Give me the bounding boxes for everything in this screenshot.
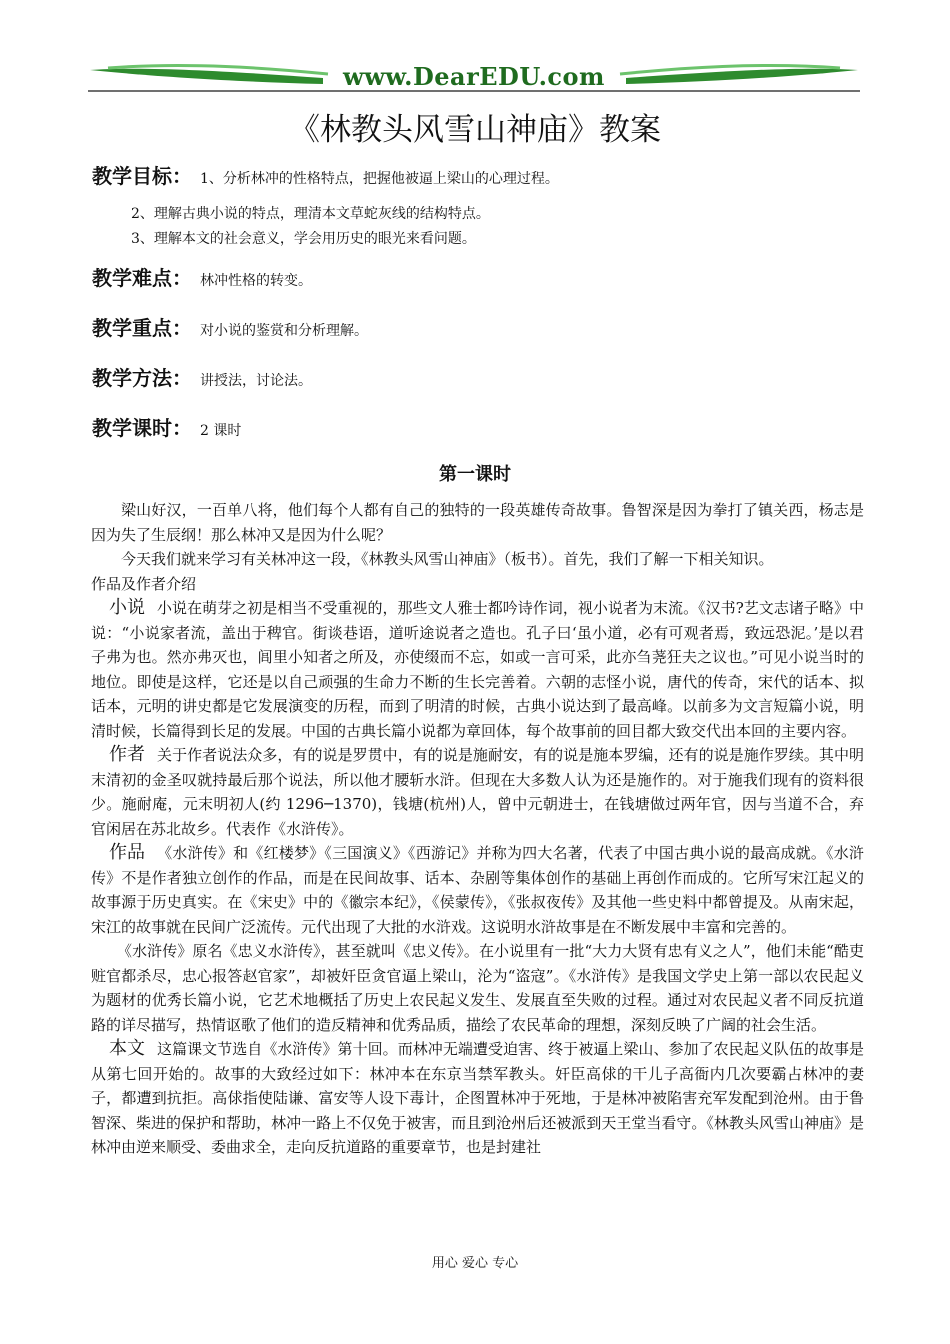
work-paragraph xyxy=(91,841,864,939)
objective-item-3: 3、理解本文的社会意义，学会用历史的眼光来看问题。 xyxy=(131,231,476,247)
hours-value: 2 课时 xyxy=(200,423,242,439)
focus-label: 教学重点： xyxy=(92,316,192,340)
objective-item-2: 2、理解古典小说的特点，理清本文草蛇灰线的结构特点。 xyxy=(131,206,490,222)
novel-label: 小说 xyxy=(109,597,145,618)
focus-row xyxy=(92,312,368,341)
work-detail-paragraph: 《水浒传》原名《忠义水浒传》，甚至就叫《忠义传》。在小说里有一批“大力大贤有忠有义之人”，他们未能“酷吏赃官都杀尽，忠心报答赵官家”，却被奸臣贪官逼上梁山，沦为“盗寇”。《水浒传》是我国文学史上第一部以农民起义为题材的优秀长篇小说，它艺术地概括了历史上农民起义发生、发展直至失败的过程。通过对农民起义者不同反抗道路的详尽描写，热情讴歌了他们的造反精神和优秀品质，描绘了农民革命的理想，深刻反映了广阔的社会生活。 xyxy=(91,942,864,1034)
method-value: 讲授法，讨论法。 xyxy=(200,373,312,389)
page-footer: 用心 爱心 专心 xyxy=(431,1256,519,1271)
site-header xyxy=(88,58,860,94)
topic-paragraph: 今天我们就来学习有关林冲这一段，《林教头风雪山神庙》（板书）。首先，我们了解一下相关知识。 xyxy=(121,550,774,568)
lesson-heading: 第一课时 xyxy=(439,464,511,485)
lesson-body xyxy=(91,498,864,1160)
text-label: 本文 xyxy=(109,1038,145,1059)
author-paragraph xyxy=(91,743,864,841)
difficulty-row xyxy=(92,262,312,291)
objectives-row xyxy=(92,160,559,189)
author-text: 关于作者说法众多，有的说是罗贯中，有的说是施耐安，有的说是施本罗编，还有的说是施作罗续。其中明末清初的金圣叹就持最后那个说法，所以他才腰斩水浒。但现在大多数人认为还是施作的。对于施我们现有的资料很少。施耐庵，元末明初人(约 1296─1370)，钱塘(杭州)人，曾中元朝进士，在钱塘做过两年官，因与当道不合，弃官闲居在苏北故乡。代表作《水浒传》。 xyxy=(91,746,864,838)
text-body: 这篇课文节选自《水浒传》第十回。而林冲无端遭受迫害、终于被逼上梁山、参加了农民起义队伍的故事是从第七回开始的。故事的大致经过如下：林冲本在东京当禁军教头。奸臣高俅的干儿子高衙内几次要霸占林冲的妻子，都遭到抗拒。高俅指使陆谦、富安等人设下毒计，企图置林冲于死地，于是林冲被陷害充军发配到沧州。由于鲁智深、柴进的保护和帮助，林冲一路上不仅免于被害，而且到沧州后还被派到天王堂当看守。《林教头风雪山神庙》是林冲由逆来顺受、委曲求全，走向反抗道路的重要章节，也是封建社 xyxy=(91,1040,864,1156)
difficulty-value: 林冲性格的转变。 xyxy=(200,273,312,289)
author-label: 作者 xyxy=(109,744,145,765)
document-title: 《林教头风雪山神庙》教案 xyxy=(289,112,661,148)
hours-label: 教学课时： xyxy=(92,416,192,440)
section-heading-intro: 作品及作者介绍 xyxy=(91,574,197,593)
text-paragraph xyxy=(91,1037,864,1160)
work-label: 作品 xyxy=(109,842,145,863)
focus-value: 对小说的鉴赏和分析理解。 xyxy=(200,323,368,339)
difficulty-label: 教学难点： xyxy=(92,266,192,290)
novel-text: 小说在萌芽之初是相当不受重视的，那些文人雅士都吟诗作词，视小说者为末流。《汉书?艺文志诸子略》中说：“小说家者流，盖出于稗官。街谈巷语，道听途说者之造也。孔子曰‘虽小道，必有可观者焉，致远恐泥。’是以君子弗为也。然亦弗灭也，闾里小知者之所及，亦使缀而不忘，如或一言可采，此亦刍荛狂夫之议也。”可见小说当时的地位。即使是这样，它还是以自己顽强的生命力不断的生长完善着。六朝的志怪小说，唐代的传奇，宋代的话本、拟话本，元明的讲史都是它发展演变的历程，而到了明清的时候，古典小说达到了最高峰。以前多为文言短篇小说，明清时候，长篇得到长足的发展。中国的古典长篇小说都为章回体，每个故事前的回目都大致交代出本回的主要内容。 xyxy=(91,599,864,740)
method-row xyxy=(92,362,312,391)
work-text: 《水浒传》和《红楼梦》《三国演义》《西游记》并称为四大名著，代表了中国古典小说的最高成就。《水浒传》不是作者独立创作的作品，而是在民间故事、话本、杂剧等集体创作的基础上再创作而成的。它所写宋江起义的故事源于历史真实。在《宋史》中的《徽宗本纪》，《侯蒙传》，《张叔夜传》及其他一些史料中都曾提及。从南宋起，宋江的故事就在民间广泛流传。元代出现了大批的水浒戏。这说明水浒故事是在不断发展中丰富和完善的。 xyxy=(91,844,864,936)
site-url[interactable]: www.DearEDU.com xyxy=(343,62,605,91)
method-label: 教学方法： xyxy=(92,366,192,390)
objectives-label: 教学目标： xyxy=(92,164,192,188)
objective-item-1: 1、分析林冲的性格特点，把握他被逼上梁山的心理过程。 xyxy=(200,171,559,187)
hours-row xyxy=(92,412,241,441)
intro-paragraph: 梁山好汉，一百单八将，他们每个人都有自己的独特的一段英雄传奇故事。鲁智深是因为拳打了镇关西，杨志是因为失了生辰纲！那么林冲又是因为什么呢？ xyxy=(91,501,864,544)
novel-paragraph xyxy=(91,596,864,743)
